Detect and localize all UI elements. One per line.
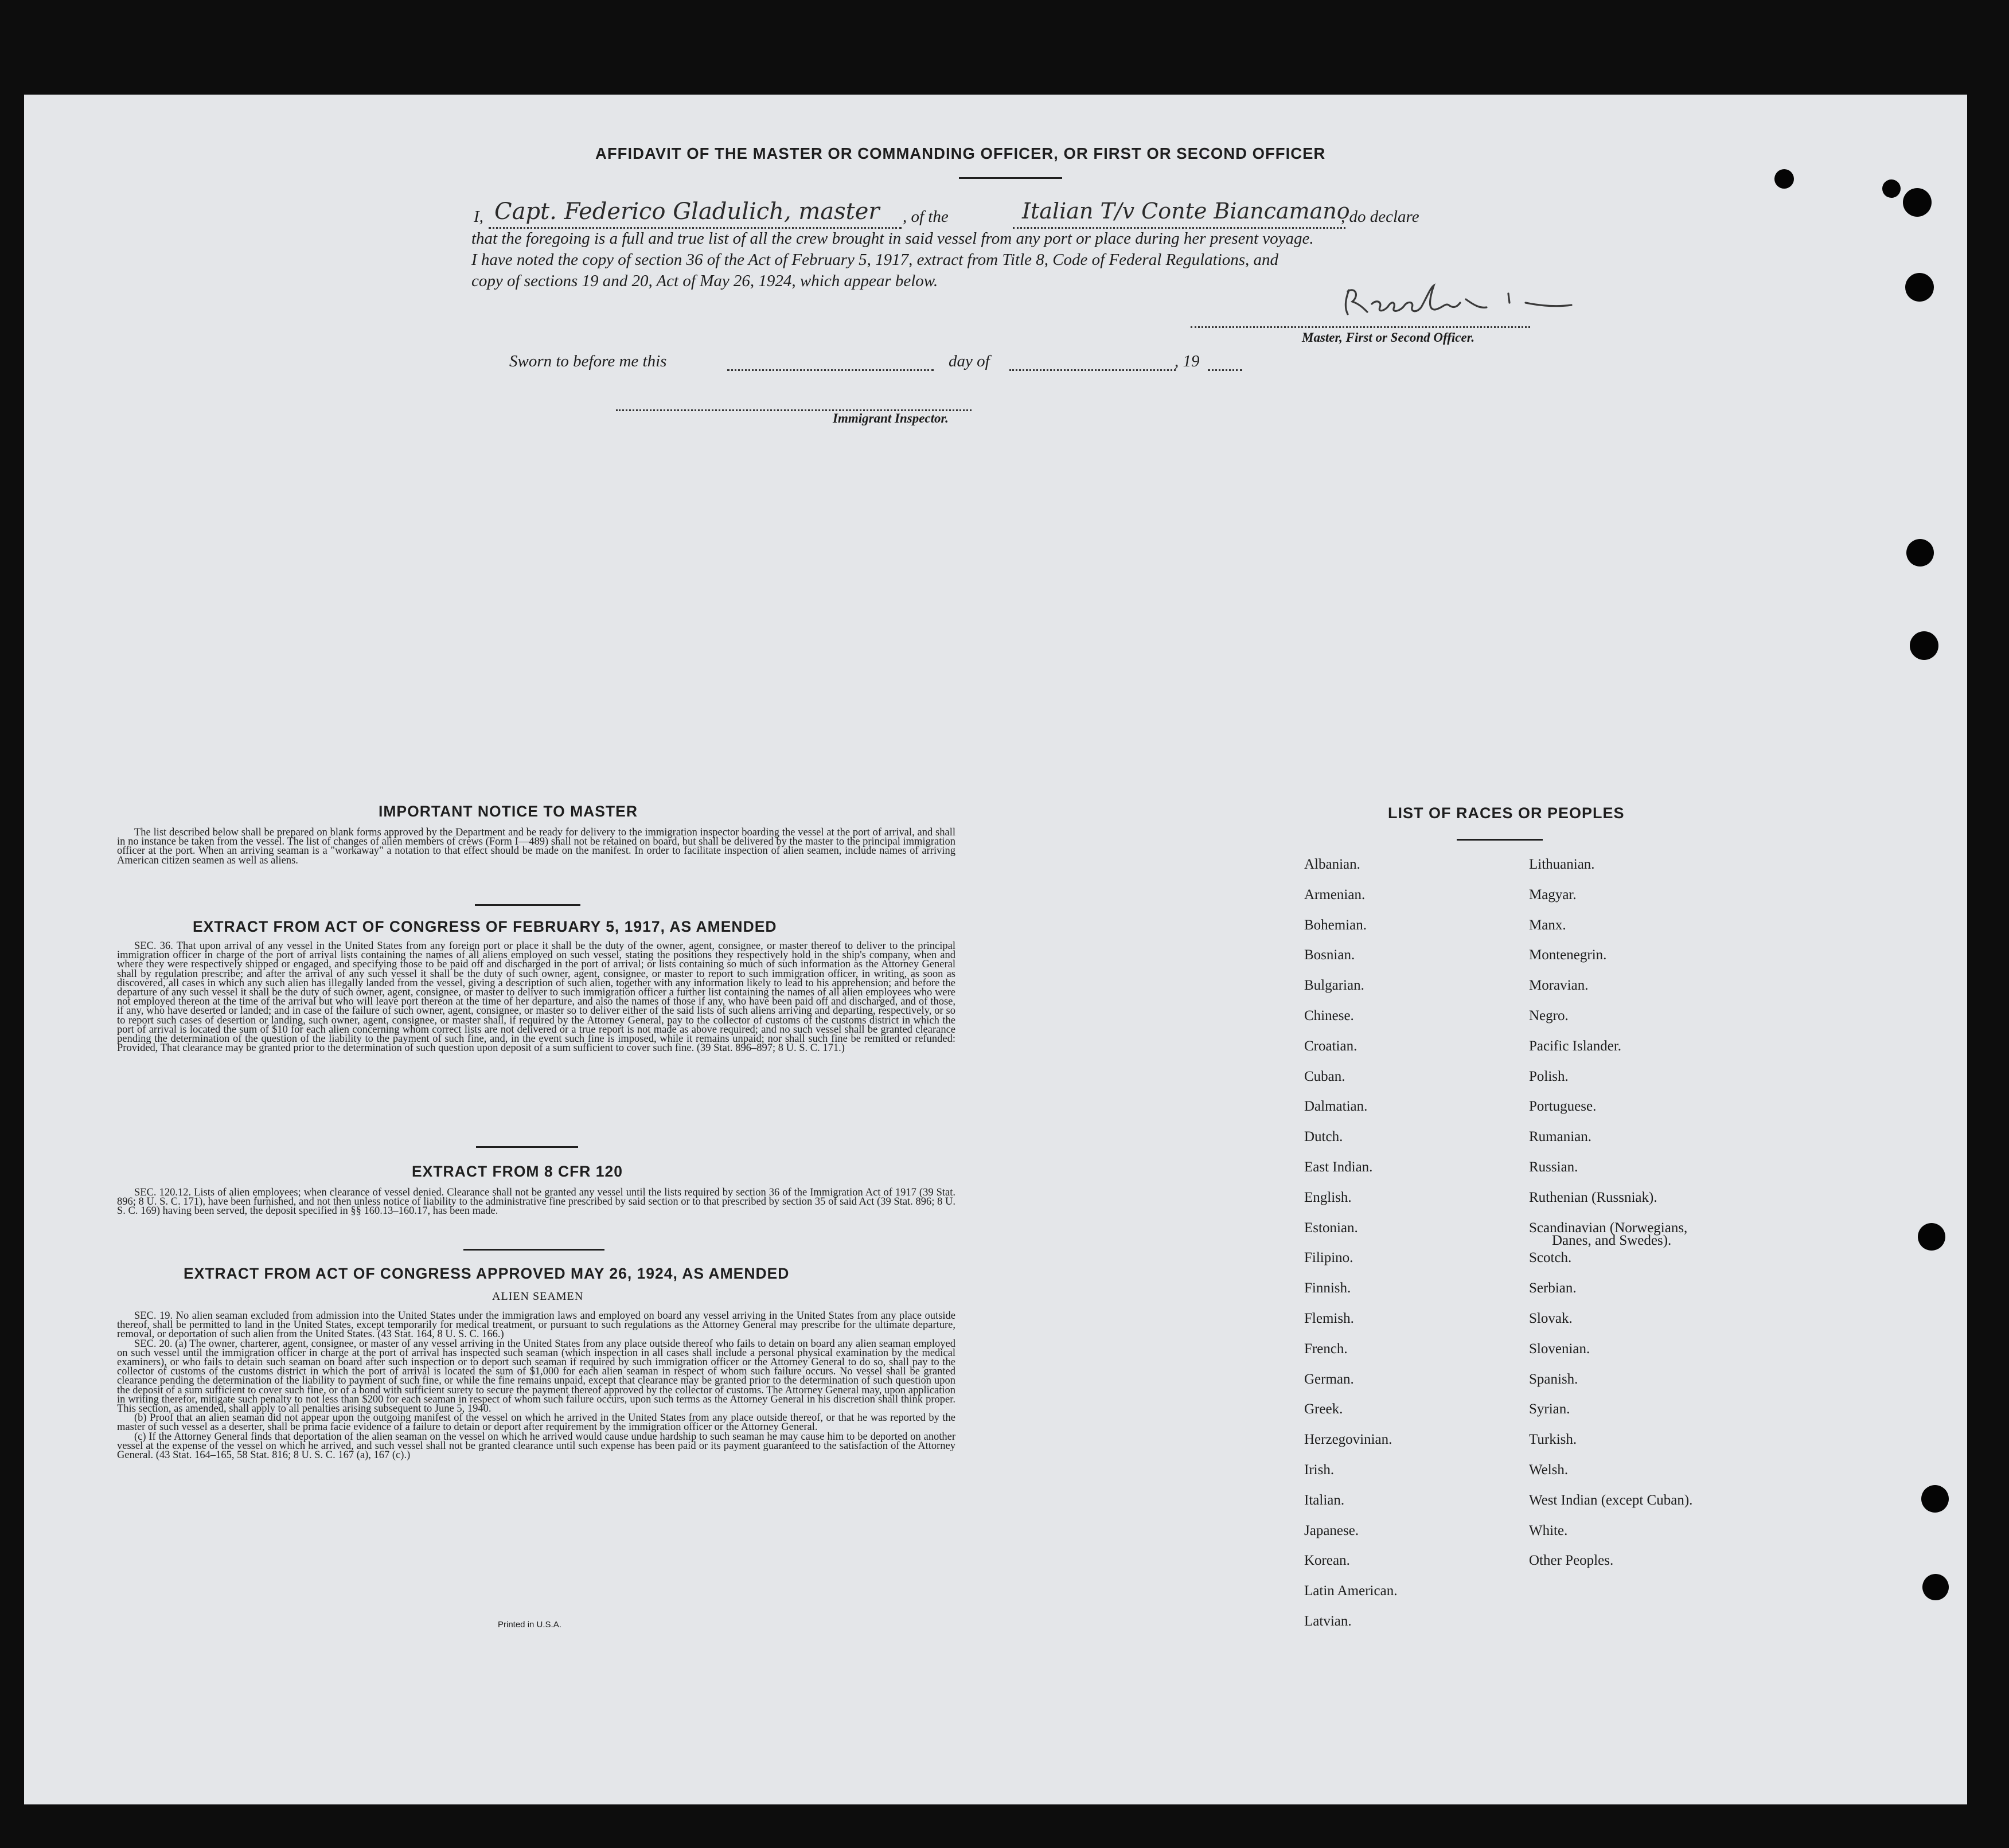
- declaration-line4: copy of sections 19 and 20, Act of May 26, 1924, which appear below.: [471, 272, 938, 290]
- extract-1924-subtitle: ALIEN SEAMEN: [492, 1290, 584, 1303]
- affidavit-title: AFFIDAVIT OF THE MASTER OR COMMANDING OFFICER, OR FIRST OR SECOND OFFICER: [595, 144, 1326, 162]
- signature-caption: Master, First or Second Officer.: [1302, 330, 1475, 345]
- extract-1917-rule: [476, 1146, 578, 1148]
- race-item: Pacific Islander.: [1529, 1038, 1622, 1054]
- race-item: Chinese.: [1304, 1008, 1354, 1023]
- race-item: French.: [1304, 1341, 1348, 1357]
- binder-hole: [1882, 179, 1901, 198]
- races-title: LIST OF RACES OR PEOPLES: [1388, 804, 1625, 822]
- signature-line: [1191, 326, 1530, 328]
- race-item: Portuguese.: [1529, 1099, 1597, 1115]
- sworn-month-line: [1009, 369, 1176, 371]
- notice-body: The list described below shall be prepared on blank forms approved by the Department and be ready for delivery to the immigration inspector boarding the vessel at the port of arrival, and shall in no instance be taken from the vessel. The list of changes of alien members of crews (Form I—489) shall not be retained on board, but shall be delivered by the master to the principal immigration officer at the port. When an arriving seaman is a "workaway" a notation to that effect should be made on the manifest. In order to facilitate inspection of alien seamen, include names of arriving American citizen seamen as well as aliens.: [117, 827, 955, 866]
- race-item: Armenian.: [1304, 886, 1366, 902]
- race-item: Italian.: [1304, 1492, 1345, 1508]
- race-item: Lithuanian.: [1529, 857, 1595, 872]
- race-item: Estonian.: [1304, 1220, 1358, 1236]
- race-item: West Indian (except Cuban).: [1529, 1492, 1693, 1508]
- extract-1917-body: SEC. 36. That upon arrival of any vessel in the United States from any foreign port or place it shall be the duty of the owner, agent, consignee, or master thereof to deliver to the principal immigration officer in charge of the port of arrival lists containing the names of all aliens employed on such vessel, stating the positions they respectively hold in the ship's company, when and where they were respectively shipped or engaged, and specifying those to be paid off and discharged in the port of arrival; or lists containing so much of such information as the Attorney General shall by regulation prescribe; and after the arrival of any such vessel it shall be the duty of such owner, agent, consignee, or master to report to such immigration officer, in writing, as soon as discovered, all cases in which any such alien has illegally landed from the vessel, giving a description of such alien, together with any information likely to lead to his apprehension; and before the departure of any such vessel it shall be the duty of such owner, agent, consignee, or master to deliver to such immigration officer a further list containing the names of all alien employees who were not employed thereon at the time of the arrival but who will leave port thereon at the time of her departure, and also the names of those if any, who have been paid off and discharged, and of those, if any, who have deserted or landed; and in case of the failure of such owner, agent, consignee, or master so to deliver either of the said lists of such aliens arriving and departing, respectively, or so to report such cases of desertion or landing, such owner, agent, consignee, or master shall, if required by the Attorney General, pay to the collector of customs of the customs district in which the port of arrival is located the sum of $10 for each alien concerning whom correct lists are not delivered or a true report is not made as above required; and no such vessel shall be granted clearance pending the determination of the question of the liability to the payment of such fine, and, in the event such fine is imposed, while it remains unpaid; nor shall such fine be remitted or refunded: Provided, That clearance may be granted prior to the determination of such question upon deposit of a sum sufficient to cover such fine. (39 Stat. 896–897; 8 U. S. C. 171.): [117, 940, 955, 1054]
- vessel-name-handwritten: Italian T/v Conte Biancamano: [1022, 198, 1350, 224]
- race-item: Japanese.: [1304, 1522, 1359, 1538]
- binder-hole: [1906, 539, 1934, 566]
- race-item: Slovenian.: [1529, 1341, 1590, 1357]
- race-item: Dalmatian.: [1304, 1099, 1368, 1115]
- race-item: Rumanian.: [1529, 1129, 1592, 1145]
- binder-hole: [1922, 1574, 1949, 1600]
- race-item: Turkish.: [1529, 1432, 1577, 1448]
- extract-1924-sec20c: (c) If the Attorney General finds that deportation of the alien seaman on the vessel on which he arrived would cause undue hardship to such seaman he may cause him to be deported on another vessel at the expense of the vessel on which he arrived, and such vessel shall not be granted clearance until such expense has been paid or its payment guaranteed to the satisfaction of the Attorney General. (43 Stat. 164–165, 58 Stat. 816; 8 U. S. C. 167 (a), 167 (c).): [117, 1431, 955, 1462]
- binder-hole: [1918, 1223, 1945, 1251]
- master-signature: [1336, 282, 1583, 322]
- sworn-text: Sworn to before me this: [509, 352, 667, 370]
- race-item: English.: [1304, 1189, 1352, 1205]
- race-item: Slovak.: [1529, 1311, 1573, 1326]
- race-item: Scotch.: [1529, 1250, 1572, 1266]
- race-item: Scandinavian (Norwegians,: [1529, 1220, 1688, 1236]
- race-item: Syrian.: [1529, 1401, 1570, 1417]
- race-item: Finnish.: [1304, 1280, 1351, 1296]
- race-item: Manx.: [1529, 917, 1566, 933]
- notice-rule: [475, 904, 580, 906]
- race-item: White.: [1529, 1522, 1568, 1538]
- day-of-label: day of: [949, 352, 990, 370]
- declaration-line2: that the foregoing is a full and true list of all the crew brought in said vessel from any port or place during her present voyage.: [471, 229, 1314, 248]
- extract-1924-body: [117, 1311, 955, 1460]
- extract-1924-sec19: SEC. 19. No alien seaman excluded from admission into the United States under the immigration laws and employed on board any vessel arriving in the United States from any place outside thereof, shall be permitted to land in the United States, except temporarily for medical treatment, or pursuant to such regulations as the Attorney General may prescribe for the ultimate departure, removal, or deportation of such alien from the United States. (43 Stat. 164, 8 U. S. C. 166.): [117, 1310, 955, 1341]
- extract-cfr-body: SEC. 120.12. Lists of alien employees; when clearance of vessel denied. Clearance shall not be granted any vessel until the lists required by section 36 of the Immigration Act of 1917 (39 Stat. 896; 8 U. S. C. 171), have been furnished, and not then unless notice of liability to the administrative fine prescribed by said section or to that prescribed by section 35 of said Act (39 Stat. 896; 8 U. S. C. 169) having been served, the deposit specified in §§ 160.13–160.17, has been made.: [117, 1187, 955, 1217]
- title-rule: [959, 177, 1062, 179]
- race-item: Flemish.: [1304, 1311, 1354, 1326]
- race-item: Herzegovinian.: [1304, 1432, 1392, 1448]
- binder-hole: [1903, 188, 1932, 217]
- declaration-line3: I have noted the copy of section 36 of the Act of February 5, 1917, extract from Title 8, Code of Federal Regulations, and: [471, 251, 1279, 269]
- binder-hole: [1774, 169, 1794, 189]
- race-item: Albanian.: [1304, 857, 1360, 872]
- printed-in-usa: Printed in U.S.A.: [498, 1620, 561, 1630]
- extract-1924-title: EXTRACT FROM ACT OF CONGRESS APPROVED MAY 26, 1924, AS AMENDED: [184, 1265, 790, 1282]
- race-item: Russian.: [1529, 1159, 1578, 1175]
- sworn-date-line: [727, 369, 934, 371]
- extract-cfr-rule: [463, 1249, 604, 1251]
- races-rule: [1457, 839, 1543, 841]
- vessel-name-line: [1013, 227, 1345, 229]
- race-item: Latvian.: [1304, 1613, 1352, 1629]
- race-item: Serbian.: [1529, 1280, 1577, 1296]
- race-item: German.: [1304, 1371, 1354, 1387]
- extract-1924-sec20b: (b) Proof that an alien seaman did not appear upon the outgoing manifest of the vessel on which he arrived in the United States from any place outside thereof, or that he was reported by the master of such vessel as a deserter, shall be prima facie evidence of a failure to detain or deport after requirement by the immigration officer or the Attorney General.: [117, 1412, 955, 1433]
- race-item: Danes, and Swedes).: [1552, 1232, 1672, 1248]
- race-item: Irish.: [1304, 1462, 1335, 1478]
- of-the-label: , of the: [903, 208, 949, 226]
- binder-hole: [1921, 1485, 1949, 1513]
- binder-hole: [1910, 631, 1938, 660]
- race-item: East Indian.: [1304, 1159, 1373, 1175]
- master-name-line: [489, 227, 902, 229]
- race-item: Magyar.: [1529, 886, 1577, 902]
- race-item: Ruthenian (Russniak).: [1529, 1189, 1657, 1205]
- race-item: Bulgarian.: [1304, 978, 1364, 994]
- extract-cfr-title: EXTRACT FROM 8 CFR 120: [412, 1163, 623, 1180]
- sworn-year-line: [1208, 369, 1242, 371]
- race-item: Montenegrin.: [1529, 947, 1607, 963]
- i-label: I,: [474, 208, 483, 226]
- race-item: Latin American.: [1304, 1583, 1398, 1599]
- race-item: Bohemian.: [1304, 917, 1367, 933]
- binder-hole: [1905, 273, 1934, 302]
- race-item: Cuban.: [1304, 1068, 1345, 1084]
- do-declare-label: , do declare: [1341, 208, 1419, 226]
- sworn-line: [509, 352, 1312, 381]
- race-item: Bosnian.: [1304, 947, 1355, 963]
- race-item: Other Peoples.: [1529, 1553, 1614, 1569]
- extract-1917-title: EXTRACT FROM ACT OF CONGRESS OF FEBRUARY 5, 1917, AS AMENDED: [193, 918, 777, 935]
- inspector-caption: Immigrant Inspector.: [833, 411, 949, 425]
- master-name-handwritten: Capt. Federico Gladulich, master: [494, 198, 880, 225]
- race-item: Negro.: [1529, 1008, 1569, 1023]
- year-prefix: , 19: [1175, 352, 1200, 370]
- race-item: Greek.: [1304, 1401, 1343, 1417]
- race-item: Polish.: [1529, 1068, 1569, 1084]
- extract-1924-sec20a: SEC. 20. (a) The owner, charterer, agent, consignee, or master of any vessel arriving in the United States from any place outside thereof who fails to detain on board any alien seaman employed on such vessel until the immigration officer in charge at the port of arrival has inspected such seaman (which inspection in all cases shall include a personal physical examination by the medical examiners), or who fails to detain such seaman on board after such inspection or to deport such seaman if required by such immigration officer or the Attorney General to do so, shall pay to the collector of customs of the customs district in which the port of arrival is located the sum of $1,000 for each alien seaman in respect of whom such failure occurs. No vessel shall be granted clearance pending the determination of the liability to payment of such fine, or while the fine remains unpaid, except that clearance may be granted prior to the determination of such question upon the deposit of a sum sufficient to cover such fine, or of a bond with sufficient surety to secure the payment thereof approved by the collector of customs. The Attorney General may, upon application in writing therefor, mitigate such penalty to not less than $200 for each seaman in respect of whom such failure occurs, upon such terms as the Attorney General in his discretion shall think proper. This section, as amended, shall apply to all penalties arising subsequent to June 5, 1940.: [117, 1338, 955, 1415]
- race-item: Korean.: [1304, 1553, 1350, 1569]
- race-item: Croatian.: [1304, 1038, 1357, 1054]
- race-item: Filipino.: [1304, 1250, 1353, 1266]
- race-item: Spanish.: [1529, 1371, 1578, 1387]
- race-item: Welsh.: [1529, 1462, 1569, 1478]
- race-item: Dutch.: [1304, 1129, 1343, 1145]
- race-item: Moravian.: [1529, 978, 1589, 994]
- notice-title: IMPORTANT NOTICE TO MASTER: [379, 803, 638, 820]
